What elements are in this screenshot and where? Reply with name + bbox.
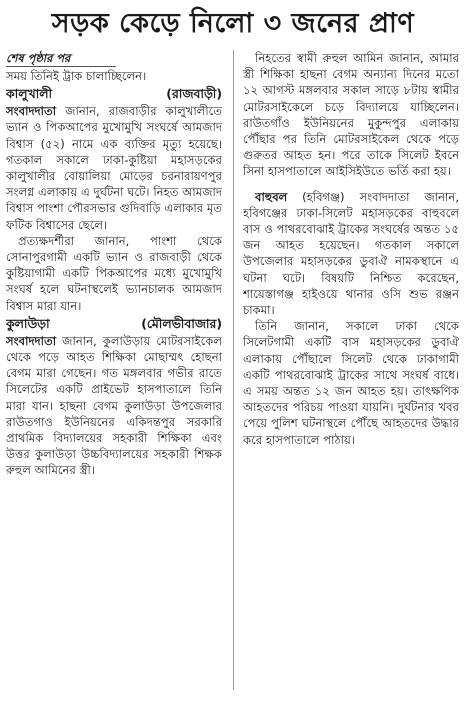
left-column [6, 50, 222, 696]
byline: সংবাদদাতা [6, 104, 57, 119]
byline-district: (হবিগঞ্জ) [302, 189, 345, 204]
body-paragraph: সংবাদদাতা জানান, কুলাউড়ায় মোটরসাইকেল থেকে পড়ে আহত শিক্ষিকা মোছাম্মৎ হোছনা বেগম মারা গেছেন। গত মঙ্গলবার গভীর রাতে সিলেটের একটি প্রাইভেট হাসপাতালে তিনি মারা যান। হাছনা বেগম কুলাউড়া উপজেলার রাউতগাও ইউনিয়নের একিদন্তপুর সরকারি প্রাথমিক বিদ্যালয়ের সহকারী শিক্ষিকা এবং উত্তর কুলাউড়া উচ্চবিদ্যালয়ের সহকারী শিক্ষক রুহুল আমিনের স্ত্রী। [6, 333, 222, 478]
section-gap [243, 180, 459, 189]
body-paragraph: তিনি জানান, সকালে ঢাকা থেকে সিলেটগামী একটি বাস মহাসড়কের ডুবাঐ এলাকায় পৌঁছালে সিলেট থেকে ঢাকাগামী একটি পাথরবোঝাই ট্রাকের সাথে সংঘর্ষ বাধে। এ সময় অন্তত ১২ জন আহত হয়। তাৎক্ষণিক আহতদের পরিচয় পাওয়া যায়নি। দুর্ঘটনার খবর পেয়ে পুলিশ ঘটনাস্থলে পৌঁছে আহতদের উদ্ধার করে হাসপাতালে পাঠায়। [243, 319, 459, 447]
divider [6, 66, 116, 67]
subhead-place: কুলাউড়া [6, 315, 50, 331]
subhead-district: (রাজবাড়ী) [166, 86, 222, 102]
body-paragraph: নিহতের স্বামী রুহুল আমিন জানান, আমার স্ত্রী শিক্ষিকা হাছনা বেগম অন্যান্য দিনের মতো ১২ আগস্ট মঙ্গলবার সকাল সাড়ে ৮টায় স্বামীর মোটরসাইকেলে চড়ে বিদ্যালয়ে যাচ্ছিলেন। রাউতগাঁও ইউনিয়নের মুকুন্দপুর এলাকায় পৌঁছার পর তিনি মোটরসাইকেল থেকে পড়ে গুরুতর আহত হন। পরে তাকে সিলেট ইবনে সিনা হাসপাতালে আইসিইউতে ভর্তি করা হয়। [243, 51, 459, 179]
subhead-kalukhali [6, 85, 222, 103]
headline: সড়ক কেড়ে নিলো ৩ জনের প্রাণ [51, 8, 415, 39]
continued-from-label: শেষ পৃষ্ঠার পর [6, 51, 71, 65]
subhead-kulaura [6, 315, 222, 333]
byline: সংবাদদাতা [6, 333, 57, 348]
body-paragraph: বাহুবল (হবিগঞ্জ) সংবাদদাতা জানান, হবিগঞ্জের ঢাকা-সিলেট মহাসড়কের বাহুবলে বাস ও পাথরবোঝাই ট্রাকের সংঘর্ষের অন্তত ১৫ জন আহত হয়েছেন। গতকাল সকালে উপজেলার মহাসড়কের ডুবাঐ নামকস্থানে এ ঘটনা ঘটে। বিষয়টি নিশ্চিত করেছেন, শায়েস্তাগঞ্জ হাইওয়ে থানার ওসি শুভ রঞ্জন চাকমা। [243, 189, 459, 318]
intro-line: সময় তিনিই ট্রাক চালাচ্ছিলেন। [6, 69, 147, 83]
body-paragraph: প্রত্যক্ষদর্শীরা জানান, পাংশা থেকে সোনাপুরগামী একটি ভ্যান ও রাজবাড়ী থেকে কুষ্টিয়াগামী একটি পিকআপের মধ্যে মুখোমুখি সংঘর্ষ হলে ঘটনাস্থলেই ভ্যানচালক আমজাদ বিশ্বাস মারা যান। [6, 233, 222, 313]
byline: সংবাদদাতা [359, 189, 410, 204]
subhead-district: (মৌলভীবাজার) [141, 315, 222, 331]
column-divider [233, 50, 234, 690]
right-column [243, 50, 459, 696]
body-paragraph: সংবাদদাতা জানান, রাজবাড়ীর কালুখালীতে ভ্যান ও পিকআপের মুখোমুখি সংঘর্ষে আমজাদ বিশ্বাস (৫২) নামে এক ব্যক্তির মৃত্যু হয়েছে। গতকাল সকালে ঢাকা-কুষ্টিয়া মহাসড়কের কালুখালীর বোয়ালিয়া মোড়ের চরনারায়ণপুর সংলগ্ন এলাকায় এ দুর্ঘটনা ঘটে। নিহত আমজাদ বিশ্বাস পাংশা পৌরসভার গুদিবাড়ি এলাকার মৃত ফটিক বিশ্বাসের ছেলে। [6, 104, 222, 232]
subhead-place: কালুখালী [6, 86, 53, 102]
byline-place: বাহুবল [255, 189, 288, 204]
